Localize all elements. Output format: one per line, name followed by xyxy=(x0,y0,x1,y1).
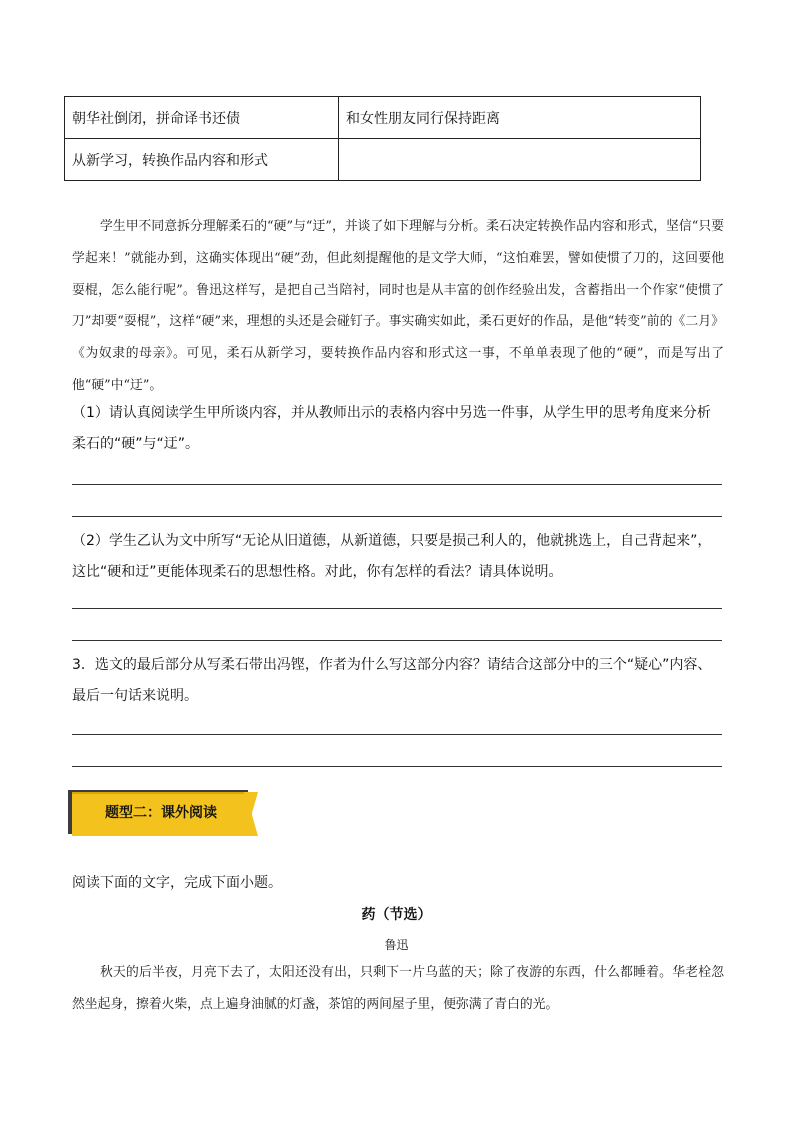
reading-text: 秋天的后半夜，月亮下去了，太阳还没有出，只剩下一片乌蓝的天；除了夜游的东西，什么都睡着。华老栓忽然坐起身，擦着火柴，点上遍身油腻的灯盏，茶馆的两间屋子里，便弥满了青白的光。 xyxy=(72,965,724,1012)
events-table xyxy=(64,96,701,181)
answer-line[interactable] xyxy=(72,608,722,609)
question-2: （2）学生乙认为文中所写“无论从旧道德，从新道德，只要是损己利人的，他就挑选上，自己背起来”，这比“硬和迂”更能体现柔石的思想性格。对此，你有怎样的看法？请具体说明。 xyxy=(72,533,712,580)
reading-title: 药（节选） xyxy=(361,907,432,923)
table-row xyxy=(65,97,701,139)
section-label: 题型二：课外阅读 xyxy=(105,805,217,821)
section-heading-tag xyxy=(68,790,258,838)
answer-line[interactable] xyxy=(72,484,722,485)
table-row xyxy=(65,139,701,181)
question-3: 3．选文的最后部分从写柔石带出冯铿，作者为什么写这部分内容？请结合这部分中的三个“疑心”内容、最后一句话来说明。 xyxy=(72,657,712,704)
table-cell: 从新学习，转换作品内容和形式 xyxy=(65,139,339,181)
reading-instruction: 阅读下面的文字，完成下面小题。 xyxy=(72,875,282,891)
table-cell: 和女性朋友同行保持距离 xyxy=(339,97,701,139)
answer-line[interactable] xyxy=(72,516,722,517)
table-cell xyxy=(339,139,701,181)
question-1: （1）请认真阅读学生甲所谈内容，并从教师出示的表格内容中另选一件事，从学生甲的思考角度来分析柔石的“硬”与“迂”。 xyxy=(72,405,711,452)
table-cell: 朝华社倒闭，拼命译书还债 xyxy=(65,97,339,139)
answer-line[interactable] xyxy=(72,640,722,641)
student-analysis-paragraph: 学生甲不同意拆分理解柔石的“硬”与“迂”，并谈了如下理解与分析。柔石决定转换作品内容和形式，坚信“只要学起来！”就能办到，这确实体现出“硬”劲，但此刻提醒他的是文学大师，“这怕难罢，譬如使惯了刀的，这回要他耍棍，怎么能行呢”。鲁迅这样写，是把自己当陪衬，同时也是从丰富的创作经验出发，含蓄指出一个作家“使惯了刀”却要“耍棍”，这样“硬”来，理想的头还是会碰钉子。事实确实如此，柔石更好的作品，是他“转变”前的《二月》《为奴隶的母亲》。可见，柔石从新学习，要转换作品内容和形式这一事，不单单表现了他的“硬”，而是写出了他“硬”中“迂”。 xyxy=(72,219,724,393)
reading-author: 鲁迅 xyxy=(384,938,409,952)
answer-line[interactable] xyxy=(72,766,722,767)
answer-line[interactable] xyxy=(72,734,722,735)
